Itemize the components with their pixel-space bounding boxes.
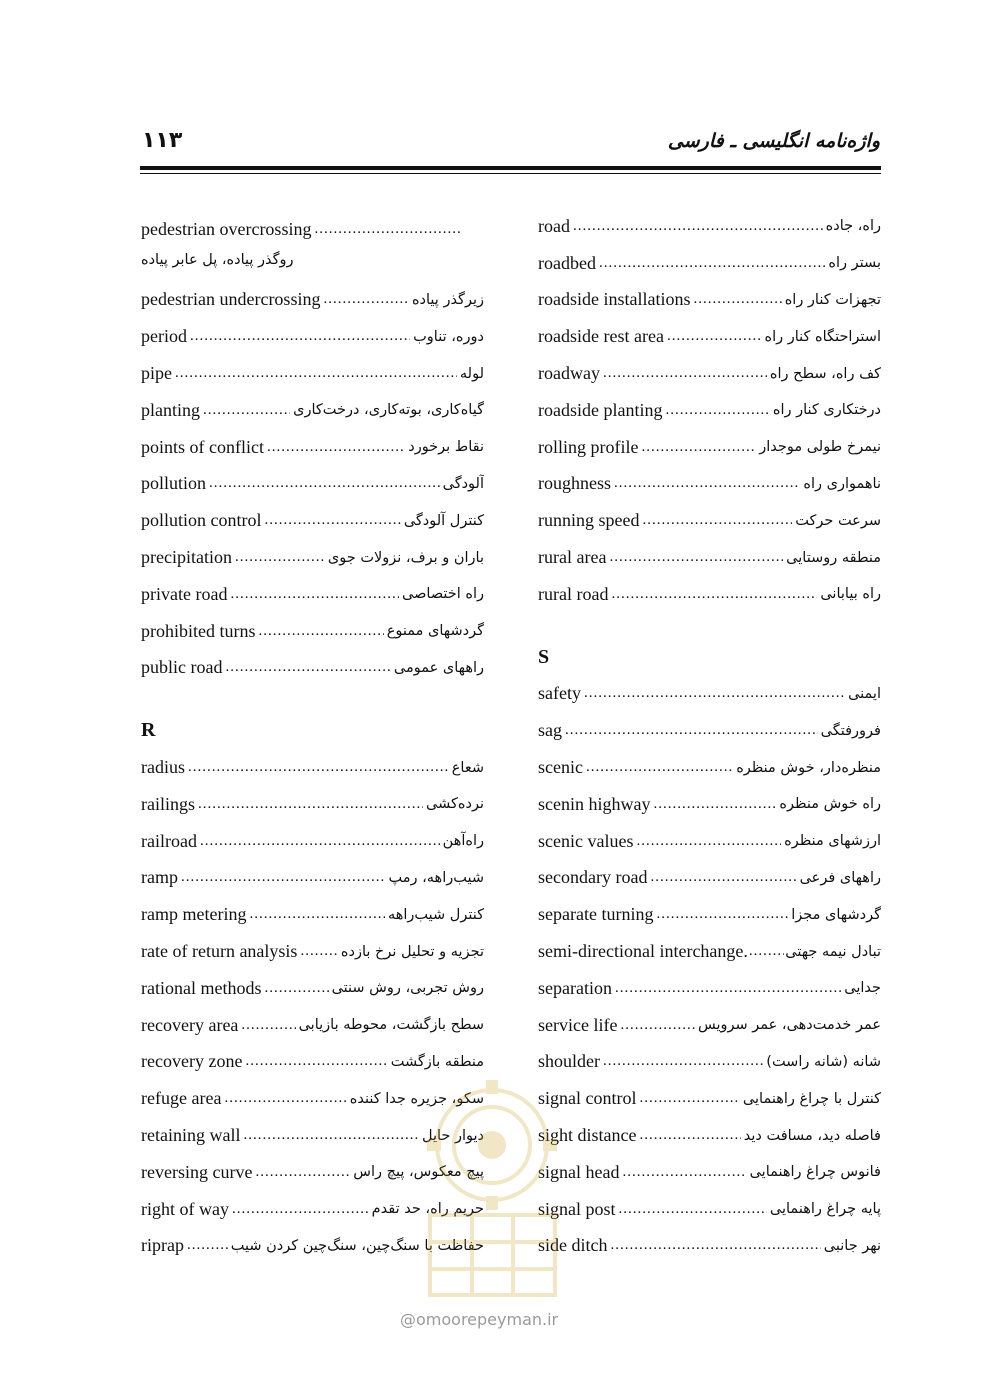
entry-translation: فرورفتگی bbox=[820, 722, 881, 739]
entry-translation: فانوس چراغ راهنمایی bbox=[749, 1164, 881, 1181]
entry-translation: راههای عمومی bbox=[393, 659, 484, 676]
leader-dots bbox=[650, 869, 796, 887]
glossary-entry bbox=[538, 860, 881, 897]
entry-term: rural road bbox=[538, 583, 609, 604]
glossary-entry bbox=[141, 282, 484, 319]
entry-translation: کنترل آلودگی bbox=[403, 512, 484, 529]
leader-dots bbox=[636, 832, 781, 850]
entry-translation: بستر راه bbox=[828, 255, 881, 272]
entry-translation: شانه (شانه راست) bbox=[766, 1053, 881, 1070]
leader-dots bbox=[243, 1127, 419, 1145]
leader-dots bbox=[622, 1163, 746, 1181]
leader-dots bbox=[225, 659, 390, 677]
section-letter-r: R bbox=[141, 719, 156, 742]
entry-term: signal control bbox=[538, 1088, 637, 1109]
entry-term: side ditch bbox=[538, 1235, 608, 1256]
leader-dots bbox=[603, 1053, 763, 1071]
entry-term: ramp bbox=[141, 867, 178, 888]
entry-translation: سکو، جزیره جدا کننده bbox=[349, 1090, 484, 1107]
entry-term: pollution bbox=[141, 473, 207, 494]
entry-term: shoulder bbox=[538, 1051, 600, 1072]
entry-term: pipe bbox=[141, 363, 172, 384]
entry-term: road bbox=[538, 215, 570, 236]
leader-dots bbox=[190, 328, 410, 346]
leader-dots bbox=[565, 722, 818, 740]
glossary-entry bbox=[141, 466, 484, 503]
leader-dots bbox=[209, 475, 440, 493]
glossary-entry bbox=[538, 1080, 881, 1117]
running-title: واژه‌نامه انگلیسی ـ فارسی bbox=[667, 130, 880, 152]
leader-dots bbox=[188, 759, 449, 777]
entry-translation: روش تجربی، روش سنتی bbox=[331, 980, 484, 997]
entry-term: planting bbox=[141, 399, 200, 420]
glossary-entry bbox=[538, 1044, 881, 1081]
entry-translation: عمر خدمت‌دهی، عمر سرویس bbox=[697, 1017, 881, 1034]
glossary-entry bbox=[538, 466, 881, 503]
glossary-entry bbox=[141, 502, 484, 539]
glossary-entry bbox=[538, 318, 881, 355]
entry-translation: ناهمواری راه bbox=[803, 475, 881, 492]
entry-translation: نرده‌کشی bbox=[425, 796, 484, 813]
page-number: ۱۱۳ bbox=[142, 128, 183, 153]
entry-translation: پایه چراغ راهنمایی bbox=[769, 1201, 881, 1218]
leader-dots bbox=[642, 512, 792, 530]
entry-translation: راه بیابانی bbox=[820, 586, 881, 603]
entry-translation: استراحتگاه کنار راه bbox=[764, 328, 881, 345]
glossary-entry bbox=[538, 712, 881, 749]
glossary-entry bbox=[141, 392, 484, 429]
glossary-entry bbox=[141, 576, 484, 613]
leader-dots bbox=[665, 401, 769, 419]
entry-translation: راه اختصاصی bbox=[402, 586, 484, 603]
leader-dots bbox=[267, 438, 405, 456]
entry-translation: درختکاری کنار راه bbox=[772, 402, 881, 419]
entry-translation: کنترل با چراغ راهنمایی bbox=[742, 1090, 881, 1107]
glossary-entry bbox=[141, 355, 484, 392]
entry-translation: دیوار حایل bbox=[421, 1127, 484, 1144]
leader-dots bbox=[667, 328, 762, 346]
entry-term: recovery zone bbox=[141, 1051, 243, 1072]
entry-term: railings bbox=[141, 793, 195, 814]
entry-term: points of conflict bbox=[141, 436, 264, 457]
section-letter-s: S bbox=[538, 645, 550, 668]
entry-term: separate turning bbox=[538, 904, 654, 925]
entry-translation: منظره‌دار، خوش منظره bbox=[736, 759, 881, 776]
entry-translation: حریم راه، حد تقدم bbox=[371, 1201, 484, 1218]
entry-term: rational methods bbox=[141, 977, 262, 998]
entry-translation: آلودگی bbox=[442, 475, 484, 492]
entry-term: railroad bbox=[141, 830, 197, 851]
entry-translation: حفاظت با سنگ‌چین، سنگ‌چین کردن شیب bbox=[230, 1237, 484, 1254]
entry-translation: منطقه روستایی bbox=[786, 549, 881, 566]
entry-term: safety bbox=[538, 683, 581, 704]
entry-term: radius bbox=[141, 757, 185, 778]
glossary-entry bbox=[141, 896, 484, 933]
entry-term: recovery area bbox=[141, 1014, 239, 1035]
entry-translation: جدایی bbox=[844, 980, 881, 997]
glossary-entry bbox=[538, 355, 881, 392]
leader-dots bbox=[641, 438, 756, 456]
glossary-entry bbox=[538, 970, 881, 1007]
glossary-entry bbox=[141, 208, 484, 282]
entry-term: signal post bbox=[538, 1198, 616, 1219]
header-rule-thin bbox=[140, 173, 881, 174]
entry-translation: دوره، تناوب bbox=[413, 328, 484, 345]
entry-translation: ارزشهای منظره bbox=[784, 833, 881, 850]
leader-dots bbox=[245, 1053, 387, 1071]
glossary-entry bbox=[141, 318, 484, 355]
glossary-entry bbox=[538, 208, 881, 245]
entry-translation: شیب‌راهه، رمپ bbox=[388, 869, 484, 886]
entry-term: roadside planting bbox=[538, 399, 663, 420]
entry-term: roadbed bbox=[538, 252, 596, 273]
entry-translation: تبادل نیمه جهتی bbox=[785, 943, 881, 960]
leader-dots bbox=[265, 512, 401, 530]
glossary-entry bbox=[538, 749, 881, 786]
entry-translation: زیرگذر پیاده bbox=[411, 291, 484, 308]
glossary-entry bbox=[538, 676, 881, 713]
glossary-entry bbox=[141, 933, 484, 970]
entry-term: roughness bbox=[538, 473, 611, 494]
leader-dots bbox=[611, 585, 817, 603]
glossary-entry bbox=[141, 860, 484, 897]
entry-translation: راه خوش منظره bbox=[779, 796, 881, 813]
leader-dots bbox=[249, 906, 385, 924]
glossary-entry bbox=[538, 576, 881, 613]
entry-translation: فاصله دید، مسافت دید bbox=[743, 1127, 881, 1144]
entry-term: private road bbox=[141, 583, 228, 604]
glossary-entry bbox=[538, 539, 881, 576]
entry-term: pedestrian overcrossing bbox=[141, 219, 312, 240]
entry-term: period bbox=[141, 326, 187, 347]
entry-translation: کف راه، سطح راه bbox=[769, 365, 881, 382]
glossary-entry bbox=[538, 502, 881, 539]
leader-dots bbox=[653, 795, 776, 813]
entry-term: rolling profile bbox=[538, 436, 639, 457]
entry-translation: گیاه‌کاری، بوته‌کاری، درخت‌کاری bbox=[293, 402, 484, 419]
glossary-entry bbox=[141, 429, 484, 466]
entry-translation: پیچ معکوس، پیچ راس bbox=[353, 1164, 484, 1181]
entry-translation: تجزیه و تحلیل نرخ بازده bbox=[340, 943, 484, 960]
glossary-entry bbox=[141, 786, 484, 823]
leader-dots bbox=[203, 401, 290, 419]
entry-term: scenic values bbox=[538, 830, 634, 851]
entry-term: retaining wall bbox=[141, 1125, 241, 1146]
entry-translation: نهر جانبی bbox=[823, 1237, 881, 1254]
entry-term: sight distance bbox=[538, 1125, 637, 1146]
entry-term: reversing curve bbox=[141, 1161, 253, 1182]
entry-translation: نیمرخ طولی موجدار bbox=[759, 439, 881, 456]
leader-dots bbox=[187, 1237, 228, 1255]
leader-dots bbox=[599, 254, 825, 272]
entry-translation: کنترل شیب‌راهه bbox=[387, 906, 484, 923]
leader-dots bbox=[603, 365, 767, 383]
glossary-entry bbox=[538, 1117, 881, 1154]
leader-dots bbox=[619, 1200, 767, 1218]
gear-seal-icon bbox=[400, 1075, 585, 1305]
entry-term: roadside rest area bbox=[538, 326, 664, 347]
leader-dots bbox=[314, 221, 462, 239]
entry-translation: لوله bbox=[459, 365, 484, 382]
leader-dots bbox=[749, 943, 784, 961]
entry-translation: گردشهای مجزا bbox=[791, 906, 881, 923]
entry-translation: گردشهای ممنوع bbox=[386, 623, 484, 640]
entry-term: semi-directional interchange. bbox=[538, 941, 748, 962]
leader-dots bbox=[615, 979, 841, 997]
leader-dots bbox=[230, 585, 399, 603]
glossary-entry bbox=[141, 970, 484, 1007]
entry-translation: روگذر پیاده، پل عابر پیاده bbox=[141, 251, 294, 268]
entry-translation: شعاع bbox=[451, 759, 484, 776]
entry-translation: راههای فرعی bbox=[799, 869, 881, 886]
glossary-entry bbox=[141, 823, 484, 860]
leader-dots bbox=[198, 795, 423, 813]
entry-translation: منطقه بازگشت bbox=[390, 1053, 484, 1070]
leader-dots bbox=[611, 1237, 821, 1255]
leader-dots bbox=[235, 549, 325, 567]
leader-dots bbox=[639, 1127, 740, 1145]
leader-dots bbox=[300, 943, 337, 961]
leader-dots bbox=[609, 549, 783, 567]
entry-translation: راه، جاده bbox=[825, 218, 881, 235]
entry-translation: نقاط برخورد bbox=[408, 439, 484, 456]
glossary-entry bbox=[538, 1191, 881, 1228]
glossary-entry bbox=[141, 650, 484, 687]
glossary-entry bbox=[141, 539, 484, 576]
glossary-entry bbox=[141, 749, 484, 786]
leader-dots bbox=[584, 685, 845, 703]
leader-dots bbox=[639, 1090, 739, 1108]
entry-term: pedestrian undercrossing bbox=[141, 289, 321, 310]
leader-dots bbox=[586, 759, 733, 777]
entry-term: roadway bbox=[538, 363, 600, 384]
entry-term: service life bbox=[538, 1014, 618, 1035]
glossary-entry bbox=[538, 896, 881, 933]
glossary-entry bbox=[141, 613, 484, 650]
entry-term: signal head bbox=[538, 1161, 620, 1182]
leader-dots bbox=[264, 979, 328, 997]
entry-term: scenic bbox=[538, 757, 583, 778]
leader-dots bbox=[259, 622, 384, 640]
glossary-entry bbox=[538, 429, 881, 466]
leader-dots bbox=[323, 291, 409, 309]
entry-term: public road bbox=[141, 657, 223, 678]
glossary-entry bbox=[538, 1007, 881, 1044]
leader-dots bbox=[614, 475, 800, 493]
entry-term: prohibited turns bbox=[141, 620, 256, 641]
glossary-entry bbox=[538, 245, 881, 282]
leader-dots bbox=[255, 1163, 350, 1181]
glossary-entry bbox=[538, 1154, 881, 1191]
entry-translation: باران و برف، نزولات جوی bbox=[327, 549, 484, 566]
header-rule-thick bbox=[140, 166, 881, 170]
entry-term: riprap bbox=[141, 1235, 184, 1256]
entry-term: running speed bbox=[538, 510, 640, 531]
leader-dots bbox=[232, 1200, 369, 1218]
entry-term: rural area bbox=[538, 547, 607, 568]
entry-term: refuge area bbox=[141, 1088, 222, 1109]
entry-term: roadside installations bbox=[538, 289, 691, 310]
glossary-entry bbox=[538, 282, 881, 319]
leader-dots bbox=[241, 1016, 295, 1034]
entry-term: right of way bbox=[141, 1198, 229, 1219]
right-column bbox=[538, 208, 881, 1264]
entry-term: pollution control bbox=[141, 510, 262, 531]
entry-translation: ایمنی bbox=[848, 685, 881, 702]
glossary-entry bbox=[538, 786, 881, 823]
entry-term: separation bbox=[538, 977, 612, 998]
leader-dots bbox=[181, 869, 386, 887]
entry-term: rate of return analysis bbox=[141, 941, 298, 962]
entry-term: ramp metering bbox=[141, 904, 247, 925]
entry-term: scenin highway bbox=[538, 793, 651, 814]
entry-translation: سطح بازگشت، محوطه بازیابی bbox=[298, 1017, 484, 1034]
glossary-entry bbox=[538, 933, 881, 970]
glossary-entry bbox=[538, 823, 881, 860]
leader-dots bbox=[224, 1090, 346, 1108]
leader-dots bbox=[693, 291, 781, 309]
entry-translation: راه‌آهن bbox=[442, 833, 484, 850]
leader-dots bbox=[656, 906, 788, 924]
entry-translation: تجهزات کنار راه bbox=[784, 291, 881, 308]
leader-dots bbox=[620, 1016, 695, 1034]
leader-dots bbox=[175, 365, 457, 383]
glossary-entry bbox=[141, 1007, 484, 1044]
entry-term: precipitation bbox=[141, 547, 232, 568]
watermark-url: @omoorepeyman.ir bbox=[400, 1310, 559, 1329]
glossary-entry bbox=[538, 392, 881, 429]
leader-dots bbox=[573, 217, 823, 235]
entry-translation: سرعت حرکت bbox=[795, 512, 881, 529]
entry-term: secondary road bbox=[538, 867, 648, 888]
leader-dots bbox=[200, 832, 440, 850]
entry-term: sag bbox=[538, 720, 562, 741]
glossary-entry bbox=[538, 1228, 881, 1265]
